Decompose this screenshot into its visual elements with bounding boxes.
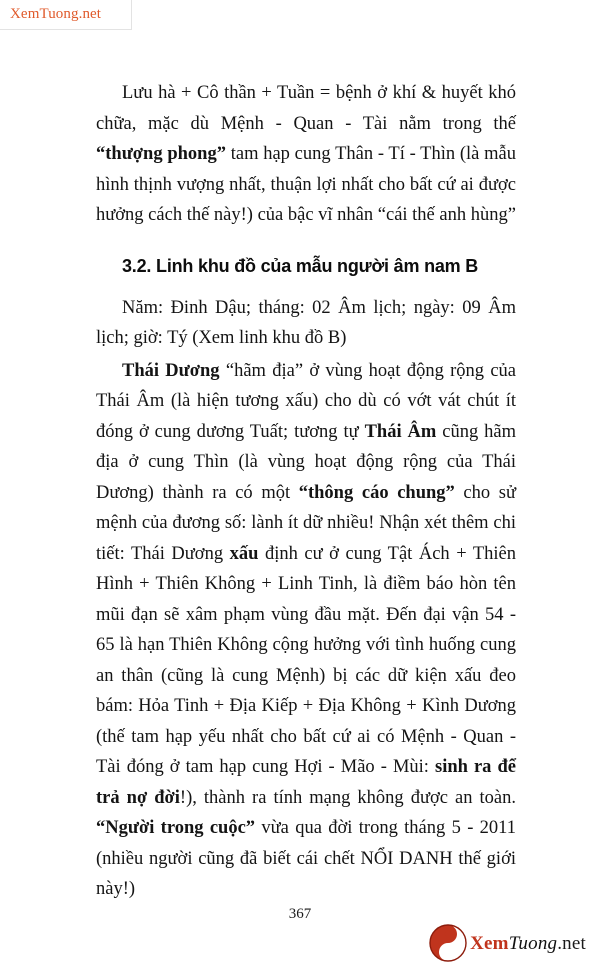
logo-word-xem: Xem [470, 932, 509, 954]
body-text: Lưu hà + Cô thần + Tuần = bệnh ở khí & huyết khó chữa, mặc dù Mệnh - Quan - Tài nằm trong thế [96, 83, 516, 134]
paragraph-block-top [96, 78, 516, 231]
emphasis-text: xấu [229, 543, 259, 564]
emphasis-text: sinh ra để trả nợ đời [96, 757, 516, 808]
emphasis-text: “Người trong cuộc” [96, 818, 256, 838]
body-text: “hãm địa” ở vùng hoạt động rộng của Thái Âm (là hiện tương xấu) cho dù có vớt vát chút ít đóng ở cung dương Tuất; tương tự [96, 360, 517, 442]
paragraph [96, 293, 516, 354]
body-text: cho sử mệnh của đương số: lành ít dữ nhiều! Nhận xét thêm chi tiết: Thái Dương [96, 482, 517, 564]
paragraph [96, 356, 516, 905]
page-number: 367 [288, 906, 312, 922]
body-text: cũng hãm địa ở cung Thìn (là vùng hoạt động rộng của Thái Dương) thành ra có một [96, 421, 516, 503]
emphasis-text: Thái Dương [122, 360, 220, 381]
body-text: tam hạp cung Thân - Tí - Thìn (là mẫu hình thịnh vượng nhất, thuận lợi nhất cho bất cứ ai được hưởng cách thế này!) của bậc vĩ nhân “cái thế anh hùng” [96, 144, 516, 225]
section-heading: 3.2. Linh khu đồ của mẫu người âm nam B [122, 255, 479, 276]
yin-yang-icon [428, 923, 468, 963]
logo-domain-suffix: .net [557, 932, 586, 954]
watermark-text: XemTuong.net [10, 6, 102, 22]
paragraph-block-bottom [96, 293, 516, 905]
body-text: Năm: Đinh Dậu; tháng: 02 Âm lịch; ngày: 09 Âm lịch; giờ: Tý (Xem linh khu đồ B) [96, 297, 516, 348]
body-text: !), thành ra tính mạng không được an toàn. [179, 787, 517, 808]
paragraph [96, 78, 516, 231]
emphasis-text: “thông cáo chung” [298, 482, 455, 503]
site-logo [434, 919, 586, 967]
logo-wordmark [470, 934, 586, 953]
logo-word-tuong: Tuong [508, 932, 558, 954]
logo-text [470, 934, 586, 953]
emphasis-text: Thái Âm [364, 421, 437, 442]
body-text: vừa qua đời trong tháng 5 - 2011 (nhiều người cũng đã biết cái chết NỔI DANH thế giới này!) [96, 818, 516, 899]
body-text: định cư ở cung Tật Ách + Thiên Hình + Thiên Không + Linh Tinh, là điềm báo hòn tên mũi đạn sẽ xâm phạm vùng đầu mặt. Đến đại vận 54 - 65 là hạn Thiên Không cộng hưởng với tình huống cung an thân (cũng là cung Mệnh) bị các dữ kiện xấu đeo bám: Hỏa Tinh + Địa Kiếp + Địa Không + Kình Dương (thế tam hạp yếu nhất cho bất cứ ai có Mệnh - Quan - Tài đóng ở tam hạp cung Hợi - Mão - Mùi: [96, 543, 516, 777]
emphasis-text: “thượng phong” [96, 144, 226, 164]
